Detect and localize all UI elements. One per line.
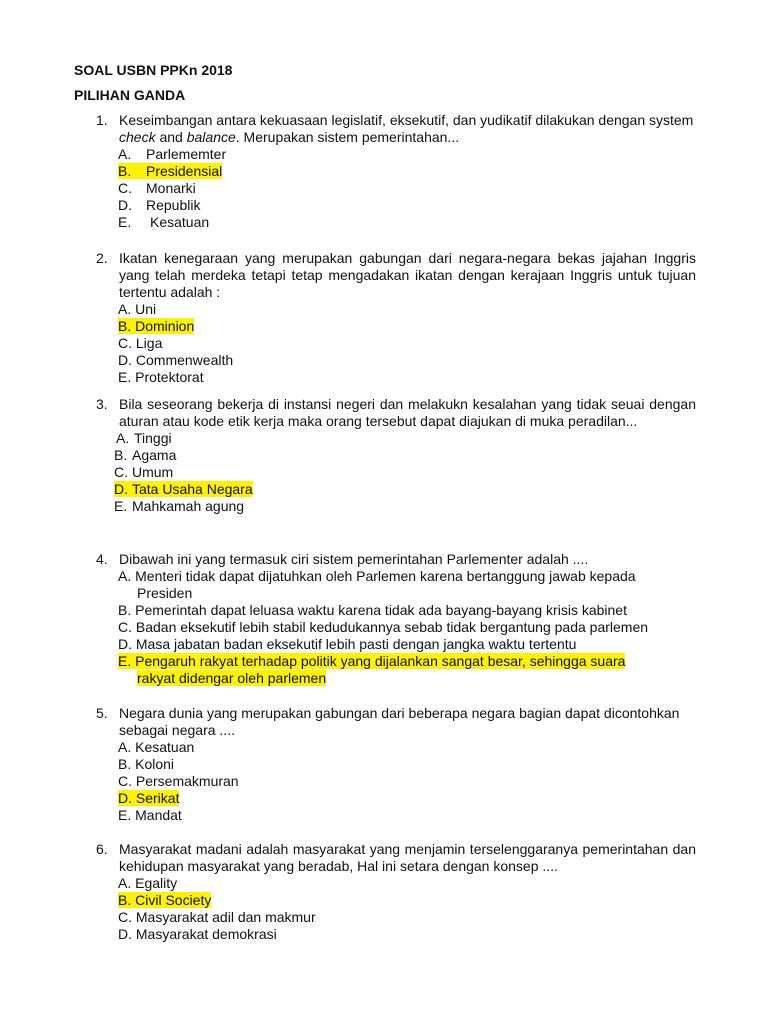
options-list — [96, 301, 696, 386]
question-stem — [96, 112, 696, 146]
question-stem — [96, 841, 696, 875]
option-e — [96, 214, 696, 231]
option-letter: B. — [118, 163, 132, 179]
option-text-highlighted: Presidensial — [146, 163, 223, 179]
option-text-highlighted: B. Dominion — [118, 318, 195, 334]
question-stem — [96, 396, 696, 430]
question-number: 2. — [96, 250, 108, 266]
stem-italic-balance: balance — [186, 129, 236, 145]
question-stem — [96, 250, 696, 301]
option-letter: B. — [114, 447, 128, 463]
option-text: D. Masa jabatan badan eksekutif lebih pasti dengan jangka waktu tertentu — [118, 636, 577, 652]
option-text-highlighted: B. Civil Society — [118, 892, 212, 908]
question-1 — [96, 112, 696, 231]
option-d — [96, 636, 696, 653]
option-text: Kesatuan — [150, 214, 210, 230]
option-text: Umum — [132, 464, 174, 480]
option-a — [96, 146, 696, 163]
option-text: C. Badan eksekutif lebih stabil kedudukannya sebab tidak bergantung pada parlemen — [118, 619, 649, 635]
stem-text: Bila seseorang bekerja di instansi negeri dan melakukn kesalahan yang tidak seuai dengan aturan atau kode etik kerja maka orang tersebut dapat diajukan di muka peradilan... — [119, 396, 696, 429]
option-text: Republik — [146, 197, 201, 213]
option-text: Monarki — [146, 180, 196, 196]
option-text: Parlememter — [146, 146, 227, 162]
option-text-highlighted-cont: rakyat didengar oleh parlemen — [137, 670, 327, 686]
question-stem — [96, 705, 696, 739]
option-b — [96, 892, 696, 909]
option-a — [96, 568, 696, 602]
stem-text: Ikatan kenegaraan yang merupakan gabungan dari negara-negara bekas jajahan Inggris yang telah merdeka tetapi tetap mengadakan ikatan dengan kerajaan Inggris untuk tujuan tertentu adalah : — [119, 250, 696, 300]
option-e — [96, 653, 696, 687]
option-c: C. Liga — [118, 335, 163, 351]
option-b — [96, 318, 696, 335]
option-e — [96, 498, 696, 515]
option-c: C. Masyarakat adil dan makmur — [118, 909, 316, 925]
option-letter: A. — [116, 430, 130, 446]
stem-text: . Merupakan sistem pemerintahan... — [235, 129, 460, 145]
option-a: A. Kesatuan — [118, 739, 195, 755]
stem-italic-check: check — [119, 129, 156, 145]
section-title: PILIHAN GANDA — [74, 87, 186, 103]
document-title: SOAL USBN PPKn 2018 — [74, 62, 233, 78]
option-text-cont: Presiden — [137, 585, 193, 601]
option-text-highlighted: D. Serikat — [118, 790, 180, 806]
stem-text: Masyarakat madani adalah masyarakat yang menjamin terselenggaranya pemerintahan dan kehidupan masyarakat yang beradab, Hal ini setara dengan konsep .... — [119, 841, 696, 874]
question-number: 6. — [96, 841, 108, 857]
option-b — [96, 447, 696, 464]
option-letter: E. — [118, 214, 132, 230]
option-letter: C. — [114, 464, 128, 480]
option-c — [96, 464, 696, 481]
option-text: B. Pemerintah dapat leluasa waktu karena tidak ada bayang-bayang krisis kabinet — [118, 602, 627, 618]
question-number: 1. — [96, 112, 108, 128]
question-number: 3. — [96, 396, 108, 412]
question-number: 4. — [96, 551, 108, 567]
option-c — [96, 619, 696, 636]
options-list — [96, 875, 696, 943]
option-b: B. Koloni — [118, 756, 175, 772]
options-list — [96, 430, 696, 515]
option-text-highlighted: Tata Usaha Negara — [132, 481, 253, 497]
question-stem — [96, 551, 696, 568]
option-text: Mahkamah agung — [132, 498, 245, 514]
option-letter: E. — [114, 498, 128, 514]
options-list — [96, 146, 696, 231]
option-d: D. Masyarakat demokrasi — [118, 926, 277, 942]
option-text-highlighted: E. Pengaruh rakyat terhadap politik yang dijalankan sangat besar, sehingga suara — [118, 653, 626, 669]
options-list — [96, 568, 696, 687]
option-letter: C. — [118, 180, 132, 196]
question-3 — [96, 396, 696, 515]
stem-text: Dibawah ini yang termasuk ciri sistem pemerintahan Parlementer adalah .... — [119, 551, 589, 567]
option-d: D. Commenwealth — [118, 352, 234, 368]
option-e: E. Protektorat — [118, 369, 204, 385]
option-letter: D. — [118, 197, 132, 213]
option-e: E. Mandat — [118, 807, 182, 823]
stem-text: Keseimbangan antara kekuasaan legislatif, eksekutif, dan yudikatif dilakukan dengan system — [119, 112, 694, 128]
question-number: 5. — [96, 705, 108, 721]
option-b — [96, 163, 696, 180]
option-text: A. Menteri tidak dapat dijatuhkan oleh Parlemen karena bertanggung jawab kepada — [118, 568, 636, 584]
stem-text: and — [155, 129, 187, 145]
option-text: Tinggi — [134, 430, 172, 446]
stem-text: Negara dunia yang merupakan gabungan dari beberapa negara bagian dapat dicontohkan sebagai negara .... — [119, 705, 680, 738]
option-text: Agama — [132, 447, 177, 463]
option-d — [96, 790, 696, 807]
question-5 — [96, 705, 696, 824]
option-a: A. Uni — [118, 301, 157, 317]
option-d — [96, 197, 696, 214]
question-6 — [96, 841, 696, 943]
option-c — [96, 180, 696, 197]
option-c: C. Persemakmuran — [118, 773, 239, 789]
option-a — [96, 430, 696, 447]
option-letter: D. — [114, 481, 128, 497]
option-letter: A. — [118, 146, 132, 162]
option-a: A. Egality — [118, 875, 178, 891]
option-d — [96, 481, 696, 498]
options-list — [96, 739, 696, 824]
question-2 — [96, 250, 696, 386]
question-4 — [96, 551, 696, 687]
option-b — [96, 602, 696, 619]
